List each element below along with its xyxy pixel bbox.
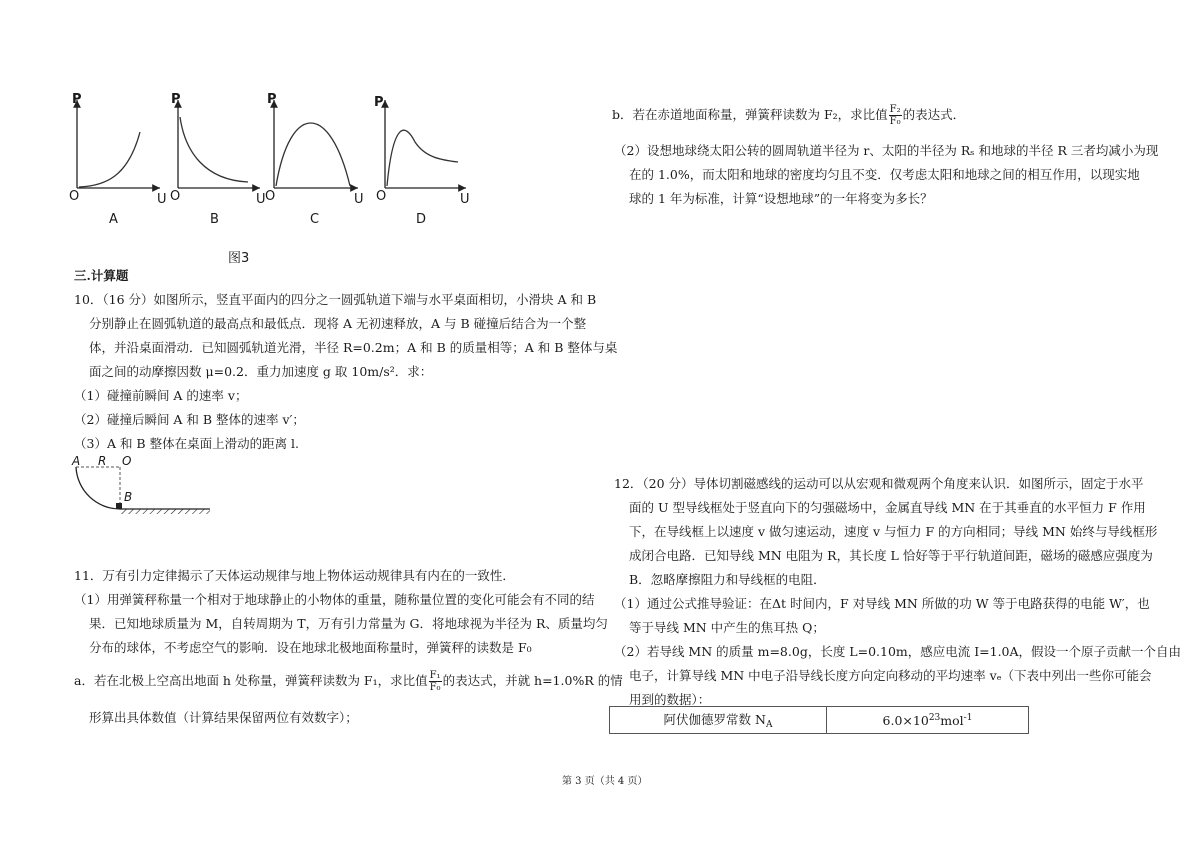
q10-label-b: B (124, 490, 133, 504)
avogadro-unit: mol (940, 712, 964, 728)
graph-d (385, 100, 466, 188)
q11-p1-line-2: 果．已知地球质量为 M，自转周期为 T，万有引力常量为 G．将地球视为半径为 R、质量均匀 (89, 616, 608, 631)
q10-item-2: （2）碰撞后瞬间 A 和 B 整体的速率 v′； (74, 412, 305, 427)
option-c-label: C (310, 212, 320, 227)
graph-a-u-label: U (157, 192, 167, 207)
q11-b-frac-den: F₀ (889, 116, 901, 127)
q10-line-3: 体，并沿桌面滑动．已知圆弧轨道光滑，半径 R=0.2m；A 和 B 的质量相等；A 和 B 整体与桌 (89, 340, 618, 355)
q12-line-4: 成闭合电路．已知导线 MN 电阻为 R，其长度 L 恰好等于平行轨道间距，磁场的磁感应强度为 (629, 548, 1153, 563)
constants-table (609, 706, 1029, 734)
option-a-label: A (109, 212, 118, 227)
avogadro-label-cell (610, 707, 827, 734)
figure-3-svg (60, 92, 480, 262)
option-b-label: B (210, 212, 219, 227)
q11-a-line-2: 形算出具体数值（计算结果保留两位有效数字）； (89, 710, 358, 725)
curve-a (79, 132, 140, 187)
figure-caption: 图3 (228, 251, 250, 266)
q11-b-text-2: 的表达式． (902, 107, 966, 122)
graph-d-o-label: O (376, 189, 387, 204)
graph-d-p-label: P (374, 95, 384, 110)
curve-d (387, 130, 458, 186)
q11-intro: 11．万有引力定律揭示了天体运动规律与地上物体运动规律具有内在的一致性． (74, 568, 515, 583)
page-footer: 第 3 页（共 4 页） (562, 776, 648, 787)
q12-p2-line-3: 用到的数据）： (629, 692, 711, 707)
graph-c (274, 100, 358, 188)
curve-b (180, 117, 248, 182)
avogadro-value: 6.0×10 (882, 712, 929, 728)
q10-label-o: O (122, 454, 132, 468)
q10-line-4: 面之间的动摩擦因数 μ=0.2．重力加速度 g 取 10m/s²．求： (89, 364, 433, 379)
q10-label-a: A (72, 454, 81, 468)
q11-b-frac-num: F₂ (889, 104, 901, 115)
avogadro-value-cell (827, 707, 1029, 734)
graph-c-p-label: P (267, 92, 277, 107)
q11-b-text-1: b．若在赤道地面称量，弹簧秤读数为 F₂，求比值 (612, 107, 888, 122)
q11-p1-line-3: 分布的球体，不考虑空气的影响．设在地球北极地面称量时，弹簧秤的读数是 F₀ (89, 640, 532, 655)
q10-figure-svg (68, 454, 218, 520)
graph-b (178, 100, 260, 188)
section-title: 三.计算题 (74, 268, 129, 283)
q12-line-1: 12．（20 分）导体切割磁感线的运动可以从宏观和微观两个角度来认识．如图所示，固定于水平 (614, 476, 1144, 491)
q11-b-fraction (889, 104, 902, 127)
graph-a (77, 100, 160, 188)
q11-p2-line-1: （2）设想地球绕太阳公转的圆周轨道半径为 r、太阳的半径为 Rₛ 和地球的半径 R 三者均减小为现 (614, 143, 1159, 158)
q11-p1-line-1: （1）用弹簧秤称量一个相对于地球静止的小物体的重量，随称量位置的变化可能会有不同的结 (74, 592, 595, 607)
avogadro-unit-exp: -1 (963, 712, 973, 723)
q12-line-2: 面的 U 型导线框处于竖直向下的匀强磁场中，金属直导线 MN 在于其垂直的水平恒力 F 作用 (629, 500, 1146, 515)
q10-line-2: 分别静止在圆弧轨道的最高点和最低点．现将 A 无初速释放，A 与 B 碰撞后结合为一个整 (89, 316, 587, 331)
q11-a-text-2: 的表达式，并就 h=1.0%R 的情 (442, 673, 623, 688)
q11-a-frac-den: F₀ (429, 682, 441, 693)
avogadro-label: 阿伏伽德罗常数 N (663, 712, 766, 727)
avogadro-label-sub: A (765, 720, 773, 730)
q10-item-1: （1）碰撞前瞬间 A 的速率 v； (74, 388, 248, 403)
graph-b-u-label: U (256, 192, 266, 207)
q11-b-line (612, 102, 965, 128)
q11-a-frac-num: F₁ (429, 670, 441, 681)
graph-a-o-label: O (69, 189, 80, 204)
q12-line-5: B．忽略摩擦阻力和导线框的电阻． (629, 572, 826, 587)
q12-p2-line-2: 电子，计算导线 MN 中电子沿导线长度方向定向移动的平均速率 vₑ（下表中列出一些你可能会 (629, 668, 1152, 683)
avogadro-value-exp: 23 (928, 712, 941, 723)
option-d-label: D (416, 212, 427, 227)
graph-b-p-label: P (171, 92, 181, 107)
q12-p2-line-1: （2）若导线 MN 的质量 m=8.0g，长度 L=0.10m，感应电流 I=1.0A，假设一个原子贡献一个自由 (614, 644, 1182, 659)
graph-c-u-label: U (354, 192, 364, 207)
q10-figure (68, 454, 218, 520)
q12-p1-line-2: 等于导线 MN 中产生的焦耳热 Q； (629, 620, 825, 635)
q12-line-3: 下，在导线框上以速度 v 做匀速运动，速度 v 与恒力 F 的方向相同；导线 MN 始终与导线框形 (629, 524, 1158, 539)
table-row (610, 707, 1029, 734)
figure-3 (60, 92, 480, 262)
graph-a-p-label: P (72, 92, 82, 107)
q11-a-text-1: a．若在北极上空高出地面 h 处称量，弹簧秤读数为 F₁，求比值 (74, 673, 428, 688)
q11-a-fraction (429, 670, 442, 693)
graph-d-u-label: U (460, 192, 470, 207)
q10-label-r: R (98, 454, 107, 468)
q11-a-line-1 (74, 668, 623, 694)
q11-p2-line-3: 球的 1 年为标准，计算“设想地球”的一年将变为多长？ (629, 191, 933, 206)
q10-line-1: 10．（16 分）如图所示，竖直平面内的四分之一圆弧轨道下端与水平桌面相切，小滑块 A 和 B (74, 292, 597, 307)
curve-c (276, 123, 350, 186)
q12-p1-line-1: （1）通过公式推导验证：在Δt 时间内，F 对导线 MN 所做的功 W 等于电路获得的电能 W′，也 (614, 596, 1150, 611)
q10-item-3: （3）A 和 B 整体在桌面上滑动的距离 l. (74, 436, 300, 451)
q11-p2-line-2: 在的 1.0%，而太阳和地球的密度均匀且不变．仅考虑太阳和地球之间的相互作用，以现实地 (629, 167, 1140, 182)
graph-c-o-label: O (265, 189, 276, 204)
graph-b-o-label: O (170, 189, 181, 204)
